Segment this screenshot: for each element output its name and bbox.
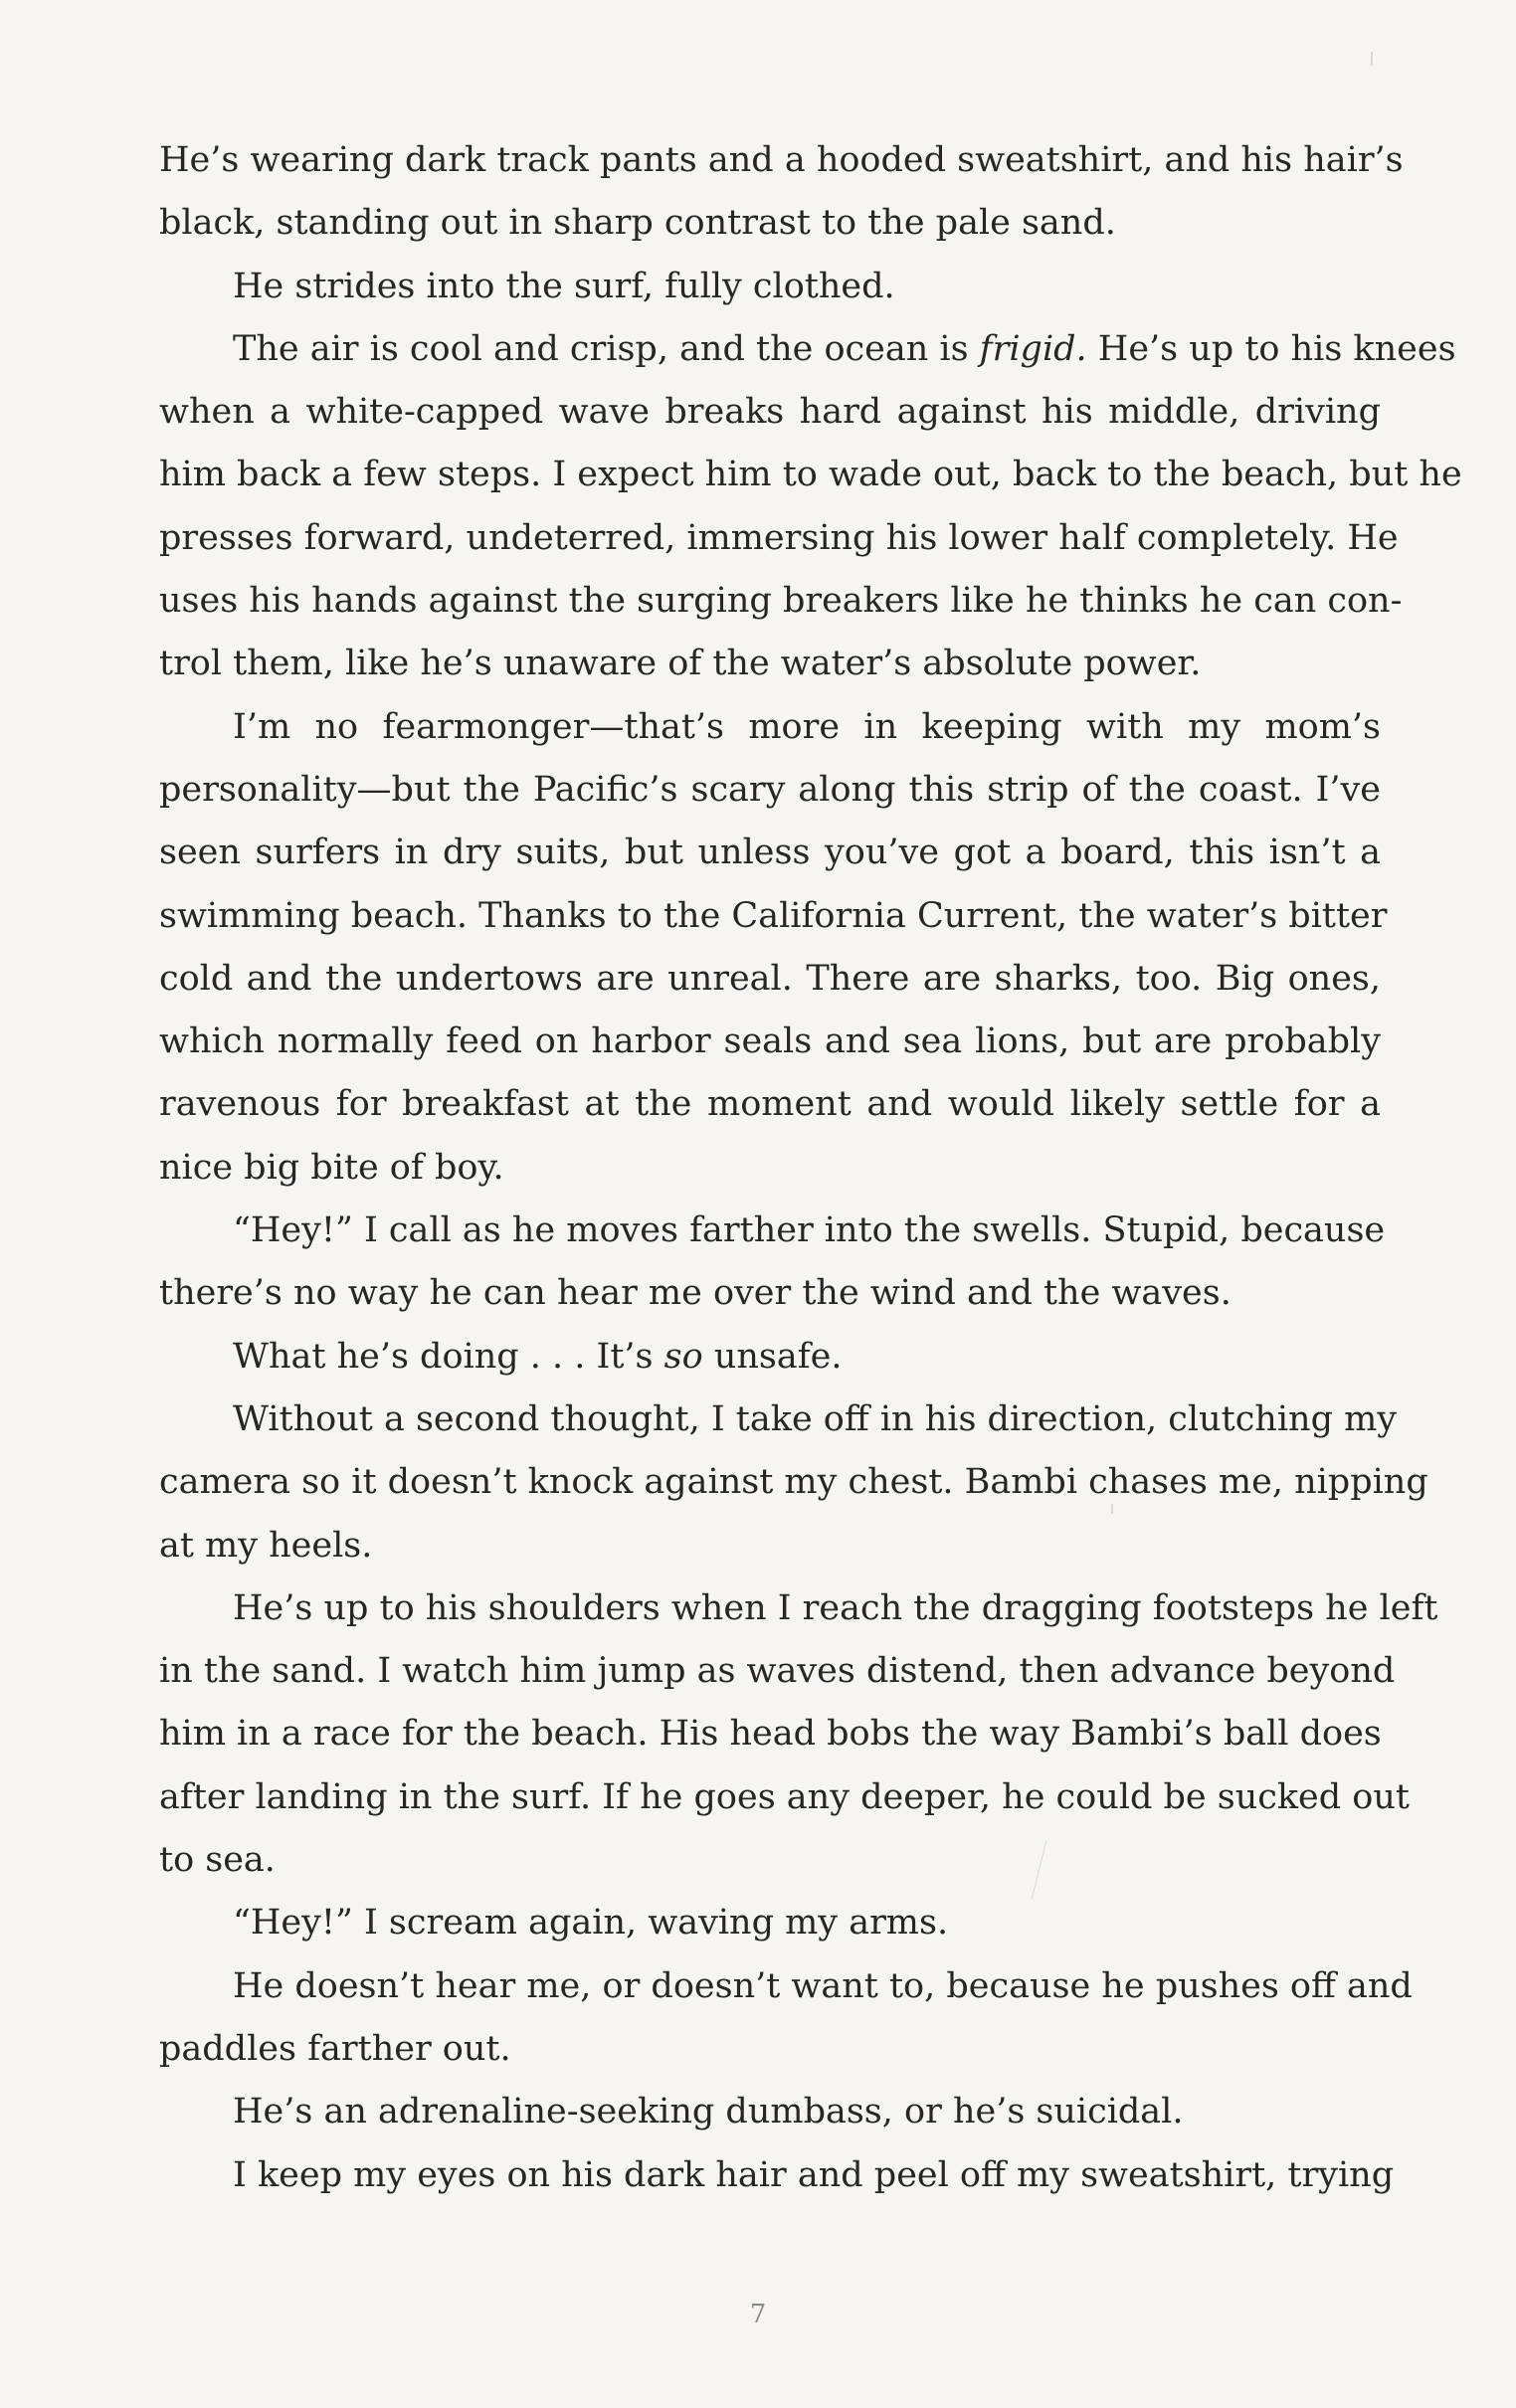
page-number: 7 [749, 2300, 767, 2329]
text-run: He’s up to his knees [1086, 328, 1456, 369]
text-line: when a white-capped wave breaks hard against his middle, driving [159, 392, 1381, 433]
text-line: him back a few steps. I expect him to wade out, back to the beach, but he [159, 455, 1462, 495]
text-line: black, standing out in sharp contrast to the pale sand. [159, 203, 1116, 244]
text-line: nice big bite of boy. [159, 1147, 504, 1188]
text-line: “Hey!” I call as he moves farther into the swells. Stupid, because [233, 1210, 1386, 1251]
text-run: What he’s doing . . . It’s [233, 1336, 664, 1377]
text-line: I keep my eyes on his dark hair and peel off my sweatshirt, trying [233, 2154, 1395, 2195]
text-line: at my heels. [159, 1525, 373, 1566]
text-line: He’s an adrenaline-seeking dumbass, or he’s suicidal. [233, 2092, 1184, 2132]
text-run: unsafe. [702, 1336, 843, 1377]
text-line: trol them, like he’s unaware of the water’s absolute power. [159, 644, 1202, 684]
text-line: camera so it doesn’t knock against my chest. Bambi chases me, nipping [159, 1462, 1428, 1503]
text-line: He’s wearing dark track pants and a hooded sweatshirt, and his hair’s [159, 140, 1404, 180]
text-line: He strides into the surf, fully clothed. [233, 266, 895, 306]
text-line: “Hey!” I scream again, waving my arms. [233, 1903, 949, 1944]
text-line: He doesn’t hear me, or doesn’t want to, because he pushes off and [233, 1965, 1413, 2006]
text-line: He’s up to his shoulders when I reach the dragging footsteps he left [233, 1587, 1438, 1628]
text-line: there’s no way he can hear me over the wind and the waves. [159, 1273, 1232, 1314]
text-line: seen surfers in dry suits, but unless you’ve got a board, this isn’t a [159, 833, 1381, 873]
text-line: after landing in the surf. If he goes any deeper, he could be sucked out [159, 1776, 1410, 1817]
text-line: paddles farther out. [159, 2028, 511, 2069]
text-line: Without a second thought, I take off in his direction, clutching my [233, 1398, 1398, 1439]
text-line: personality—but the Pacific’s scary along this strip of the coast. I’ve [159, 769, 1381, 810]
text-line: to sea. [159, 1840, 276, 1881]
body-text [159, 129, 1462, 2207]
scan-speck [1371, 52, 1373, 66]
text-line: him in a race for the beach. His head bobs the way Bambi’s ball does [159, 1714, 1382, 1755]
text-line: in the sand. I watch him jump as waves distend, then advance beyond [159, 1651, 1396, 1692]
text-line: swimming beach. Thanks to the California Current, the water’s bitter [159, 895, 1388, 936]
text-line [159, 1326, 1381, 1389]
text-line: ravenous for breakfast at the moment and would likely settle for a [159, 1084, 1381, 1125]
text-line: which normally feed on harbor seals and sea lions, but are probably [159, 1021, 1381, 1062]
emphasis-run: so [663, 1336, 703, 1377]
text-line: uses his hands against the surging breakers like he thinks he can con- [159, 581, 1403, 622]
emphasis-run: frigid. [979, 328, 1087, 369]
text-run: The air is cool and crisp, and the ocean is [233, 328, 980, 369]
text-line: presses forward, undeterred, immersing his lower half completely. He [159, 517, 1399, 558]
text-line: I’m no fearmonger—that’s more in keeping with my mom’s [233, 706, 1381, 747]
text-line: cold and the undertows are unreal. There are sharks, too. Big ones, [159, 958, 1381, 999]
text-line [159, 318, 1456, 381]
